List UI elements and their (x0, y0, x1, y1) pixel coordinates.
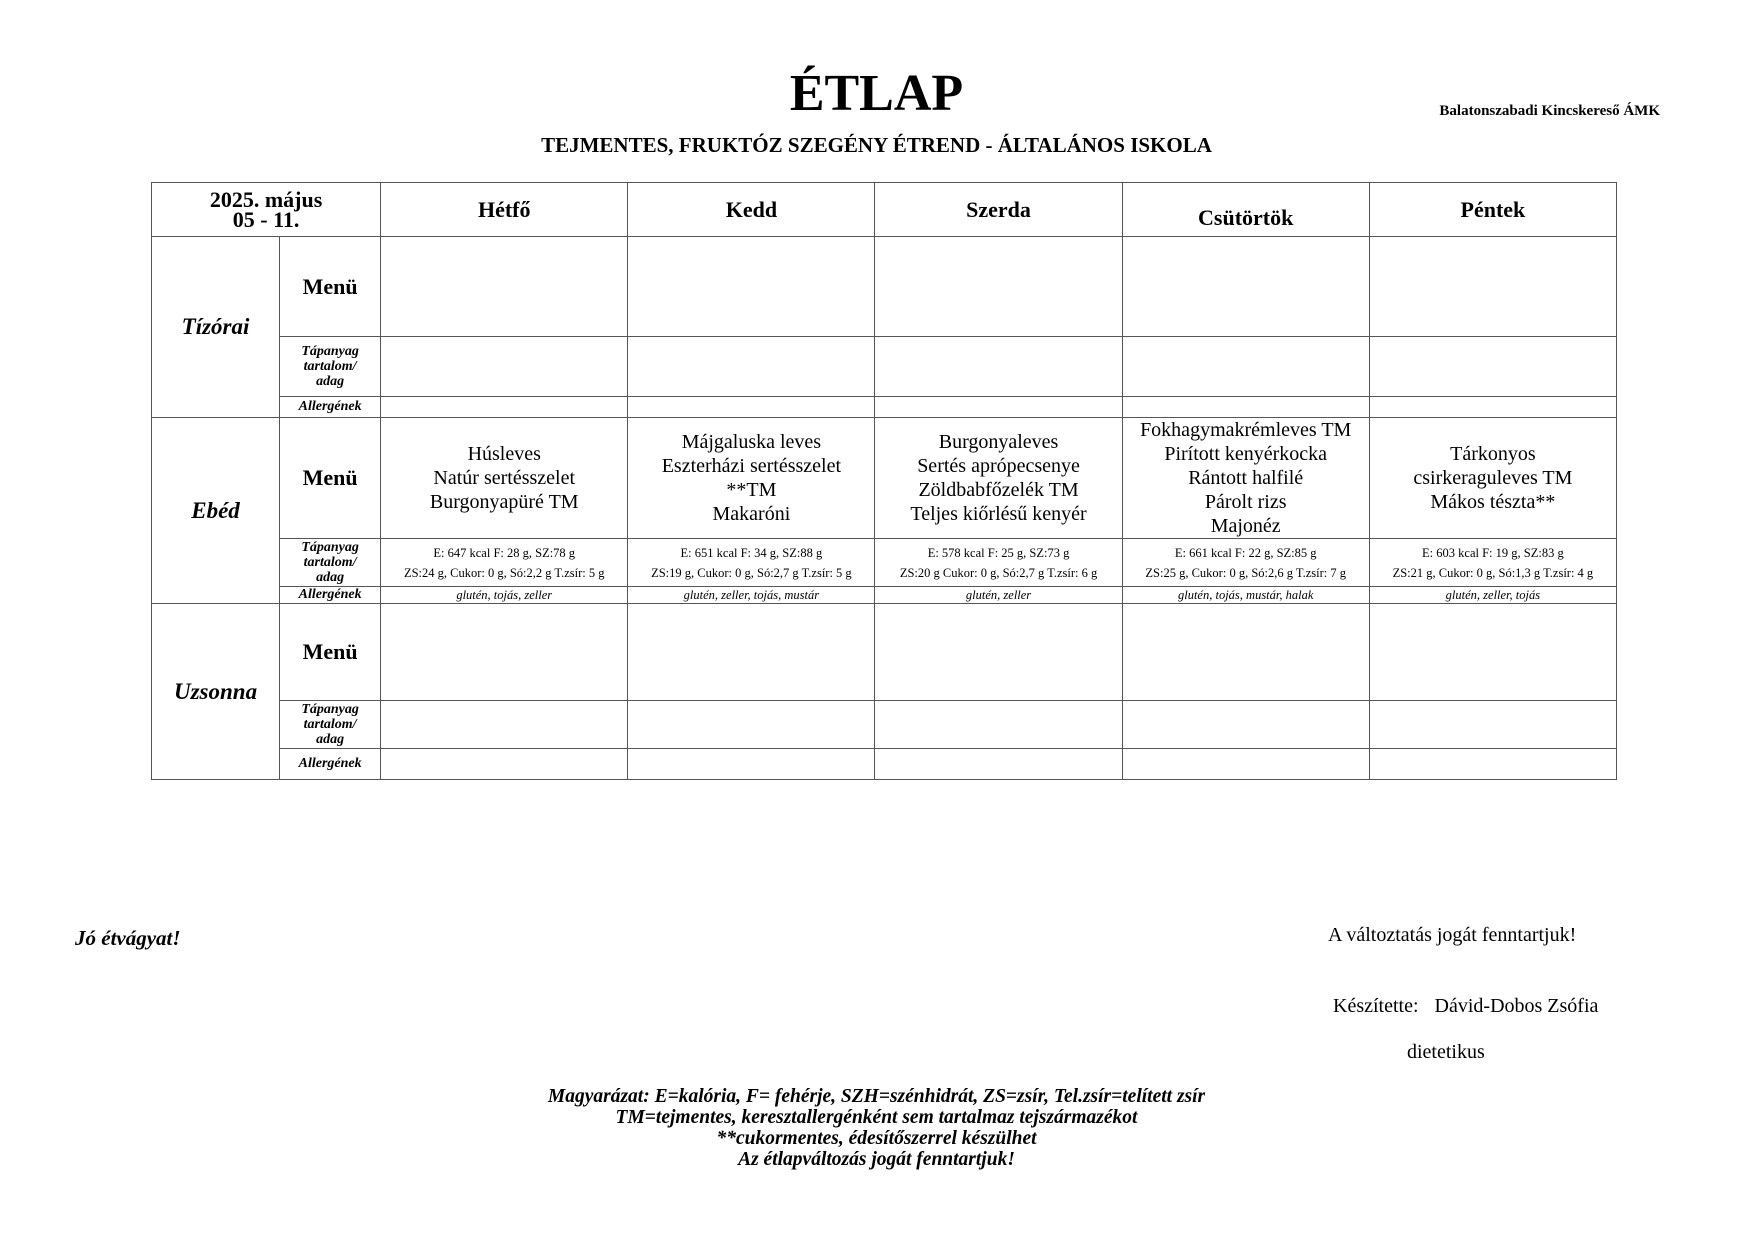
row-label-nutrition-line: adag (316, 570, 345, 585)
row-label-menu: Menü (280, 604, 381, 701)
dish-cell (628, 418, 875, 539)
day-header-tuesday: Kedd (628, 183, 875, 237)
allergen-cell: glutén, zeller, tojás (1369, 587, 1616, 604)
nutrition-cell (875, 701, 1122, 749)
nutrition-cell (1122, 701, 1369, 749)
nutrition-cell (1369, 337, 1616, 397)
nutrition-cell (875, 337, 1122, 397)
nutrition-cell (381, 539, 628, 587)
nutrition-line: ZS:19 g, Cukor: 0 g, Só:2,7 g T.zsír: 5 g (651, 565, 852, 580)
allergen-cell: glutén, zeller (875, 587, 1122, 604)
meal-allergen-row (152, 397, 1617, 418)
nutrition-cell (628, 701, 875, 749)
meal-menu-row (152, 604, 1617, 701)
nutrition-line: E: 603 kcal F: 19 g, SZ:83 g (1422, 545, 1564, 560)
row-label-allergens: Allergének (280, 749, 381, 780)
dish-cell (1122, 237, 1369, 337)
page-subtitle: TEJMENTES, FRUKTÓZ SZEGÉNY ÉTREND - ÁLTALÁNOS ISKOLA (541, 133, 1212, 157)
row-label-allergens: Allergének (280, 587, 381, 604)
dish-cell (628, 237, 875, 337)
dish-cell (381, 237, 628, 337)
reserve-notice: A változtatás jogát fenntartjuk! (1328, 924, 1577, 946)
day-header-thursday: Csütörtök (1122, 183, 1369, 237)
row-label-nutrition-line: tartalom/ (303, 359, 357, 374)
dish-line: Zöldbabfőzelék TM (918, 479, 1079, 501)
dish-cell (875, 604, 1122, 701)
prepared-by (1333, 995, 1598, 1018)
meal-allergen-row (152, 749, 1617, 780)
row-label-menu: Menü (280, 418, 381, 539)
legend-line: Magyarázat: E=kalória, F= fehérje, SZH=szénhidrát, ZS=zsír, Tel.zsír=telített zsír (547, 1086, 1206, 1107)
allergen-cell: glutén, zeller, tojás, mustár (628, 587, 875, 604)
nutrition-line: ZS:25 g, Cukor: 0 g, Só:2,6 g T.zsír: 7 g (1145, 565, 1346, 580)
row-label-nutrition-line: tartalom/ (303, 717, 357, 732)
allergen-cell (1122, 397, 1369, 418)
row-label-menu: Menü (280, 237, 381, 337)
menu-table (151, 182, 1617, 780)
meal-name: Ebéd (152, 418, 280, 604)
prepared-name: Dávid-Dobos Zsófia (1434, 995, 1599, 1017)
nutrition-line: E: 661 kcal F: 22 g, SZ:85 g (1174, 545, 1317, 560)
dish-cell (381, 604, 628, 701)
row-label-allergens: Allergének (280, 397, 381, 418)
dish-line: Sertés aprópecsenye (917, 455, 1080, 477)
profession: dietetikus (1407, 1041, 1485, 1063)
allergen-cell (628, 397, 875, 418)
dish-line: Párolt rizs (1204, 491, 1287, 513)
day-header-friday: Péntek (1369, 183, 1616, 237)
nutrition-line: E: 651 kcal F: 34 g, SZ:88 g (680, 545, 823, 560)
allergen-cell: glutén, tojás, mustár, halak (1122, 587, 1369, 604)
period-days: 05 - 11. (232, 206, 300, 232)
dish-line: Burgonyapüré TM (429, 491, 579, 513)
dish-line: Májgaluska leves (681, 431, 822, 453)
dish-line: Pirított kenyérkocka (1164, 443, 1328, 465)
dish-line: Eszterházi sertésszelet (661, 455, 842, 477)
meal-menu-row (152, 418, 1617, 539)
dish-line: Fokhagymakrémleves TM (1140, 419, 1352, 441)
allergen-cell (628, 749, 875, 780)
nutrition-cell (875, 539, 1122, 587)
row-label-nutrition-line: adag (316, 732, 345, 747)
dish-cell (1369, 418, 1616, 539)
dish-line: Natúr sertésszelet (433, 467, 576, 489)
meal-nutrition-row (152, 701, 1617, 749)
dish-line: Burgonyaleves (938, 431, 1059, 453)
dish-line: Makaróni (712, 503, 791, 525)
header-row (152, 183, 1617, 237)
meal-name: Uzsonna (152, 604, 280, 780)
allergen-cell (381, 397, 628, 418)
dish-cell (381, 418, 628, 539)
legend-line: **cukormentes, édesítőszerrel készülhet (716, 1128, 1037, 1149)
period-month: 2025. május (209, 186, 323, 212)
allergen-cell (1369, 397, 1616, 418)
dish-line: csirkeraguleves TM (1413, 467, 1573, 489)
row-label-nutrition-line: Tápanyag (301, 540, 359, 555)
menu-table-body (152, 183, 1617, 780)
row-label-nutrition (280, 701, 381, 749)
dish-cell (1122, 418, 1369, 539)
nutrition-line: ZS:20 g Cukor: 0 g, Só:2,7 g T.zsír: 6 g (899, 565, 1098, 580)
nutrition-cell (381, 701, 628, 749)
dish-line: Tárkonyos (1450, 443, 1536, 465)
meal-allergen-row (152, 587, 1617, 604)
allergen-cell (875, 749, 1122, 780)
nutrition-line: ZS:21 g, Cukor: 0 g, Só:1,3 g T.zsír: 4 g (1392, 565, 1594, 580)
institution-name: Balatonszabadi Kincskereső ÁMK (1439, 103, 1660, 119)
meal-nutrition-row (152, 539, 1617, 587)
day-header-monday: Hétfő (381, 183, 628, 237)
prepared-label: Készítette: (1333, 995, 1419, 1017)
allergen-cell (1122, 749, 1369, 780)
nutrition-cell (1122, 539, 1369, 587)
dish-cell (875, 418, 1122, 539)
nutrition-cell (628, 337, 875, 397)
dish-line: Mákos tészta** (1430, 491, 1556, 513)
legend (0, 1086, 1753, 1170)
nutrition-line: ZS:24 g, Cukor: 0 g, Só:2,2 g T.zsír: 5 g (403, 565, 605, 580)
page-title: ÉTLAP (789, 65, 964, 122)
row-label-nutrition-line: Tápanyag (301, 344, 359, 359)
legend-line: TM=tejmentes, keresztallergénként sem tartalmaz tejszármazékot (615, 1107, 1138, 1128)
greeting-text: Jó étvágyat! (75, 926, 181, 950)
allergen-cell (875, 397, 1122, 418)
dish-cell (875, 237, 1122, 337)
legend-line: Az étlapváltozás jogát fenntartjuk! (738, 1149, 1015, 1170)
nutrition-cell (381, 337, 628, 397)
nutrition-cell (1122, 337, 1369, 397)
nutrition-line: E: 647 kcal F: 28 g, SZ:78 g (433, 545, 576, 560)
nutrition-cell (1369, 701, 1616, 749)
dish-cell (1122, 604, 1369, 701)
dish-line: Rántott halfilé (1188, 467, 1304, 489)
row-label-nutrition (280, 337, 381, 397)
nutrition-cell (628, 539, 875, 587)
meal-name: Tízórai (152, 237, 280, 418)
row-label-nutrition-line: Tápanyag (301, 702, 359, 717)
dish-line: Majonéz (1210, 515, 1281, 537)
nutrition-line: E: 578 kcal F: 25 g, SZ:73 g (927, 545, 1070, 560)
dish-cell (628, 604, 875, 701)
allergen-cell (381, 749, 628, 780)
row-label-nutrition (280, 539, 381, 587)
dish-line: Húsleves (467, 443, 541, 465)
period-cell (152, 183, 381, 237)
allergen-cell: glutén, tojás, zeller (381, 587, 628, 604)
dish-line: Teljes kiőrlésű kenyér (910, 503, 1087, 525)
nutrition-cell (1369, 539, 1616, 587)
meal-nutrition-row (152, 337, 1617, 397)
meal-menu-row (152, 237, 1617, 337)
dish-line: **TM (726, 479, 777, 501)
dish-cell (1369, 237, 1616, 337)
row-label-nutrition-line: tartalom/ (303, 555, 357, 570)
day-header-wednesday: Szerda (875, 183, 1122, 237)
row-label-nutrition-line: adag (316, 374, 345, 389)
dish-cell (1369, 604, 1616, 701)
allergen-cell (1369, 749, 1616, 780)
